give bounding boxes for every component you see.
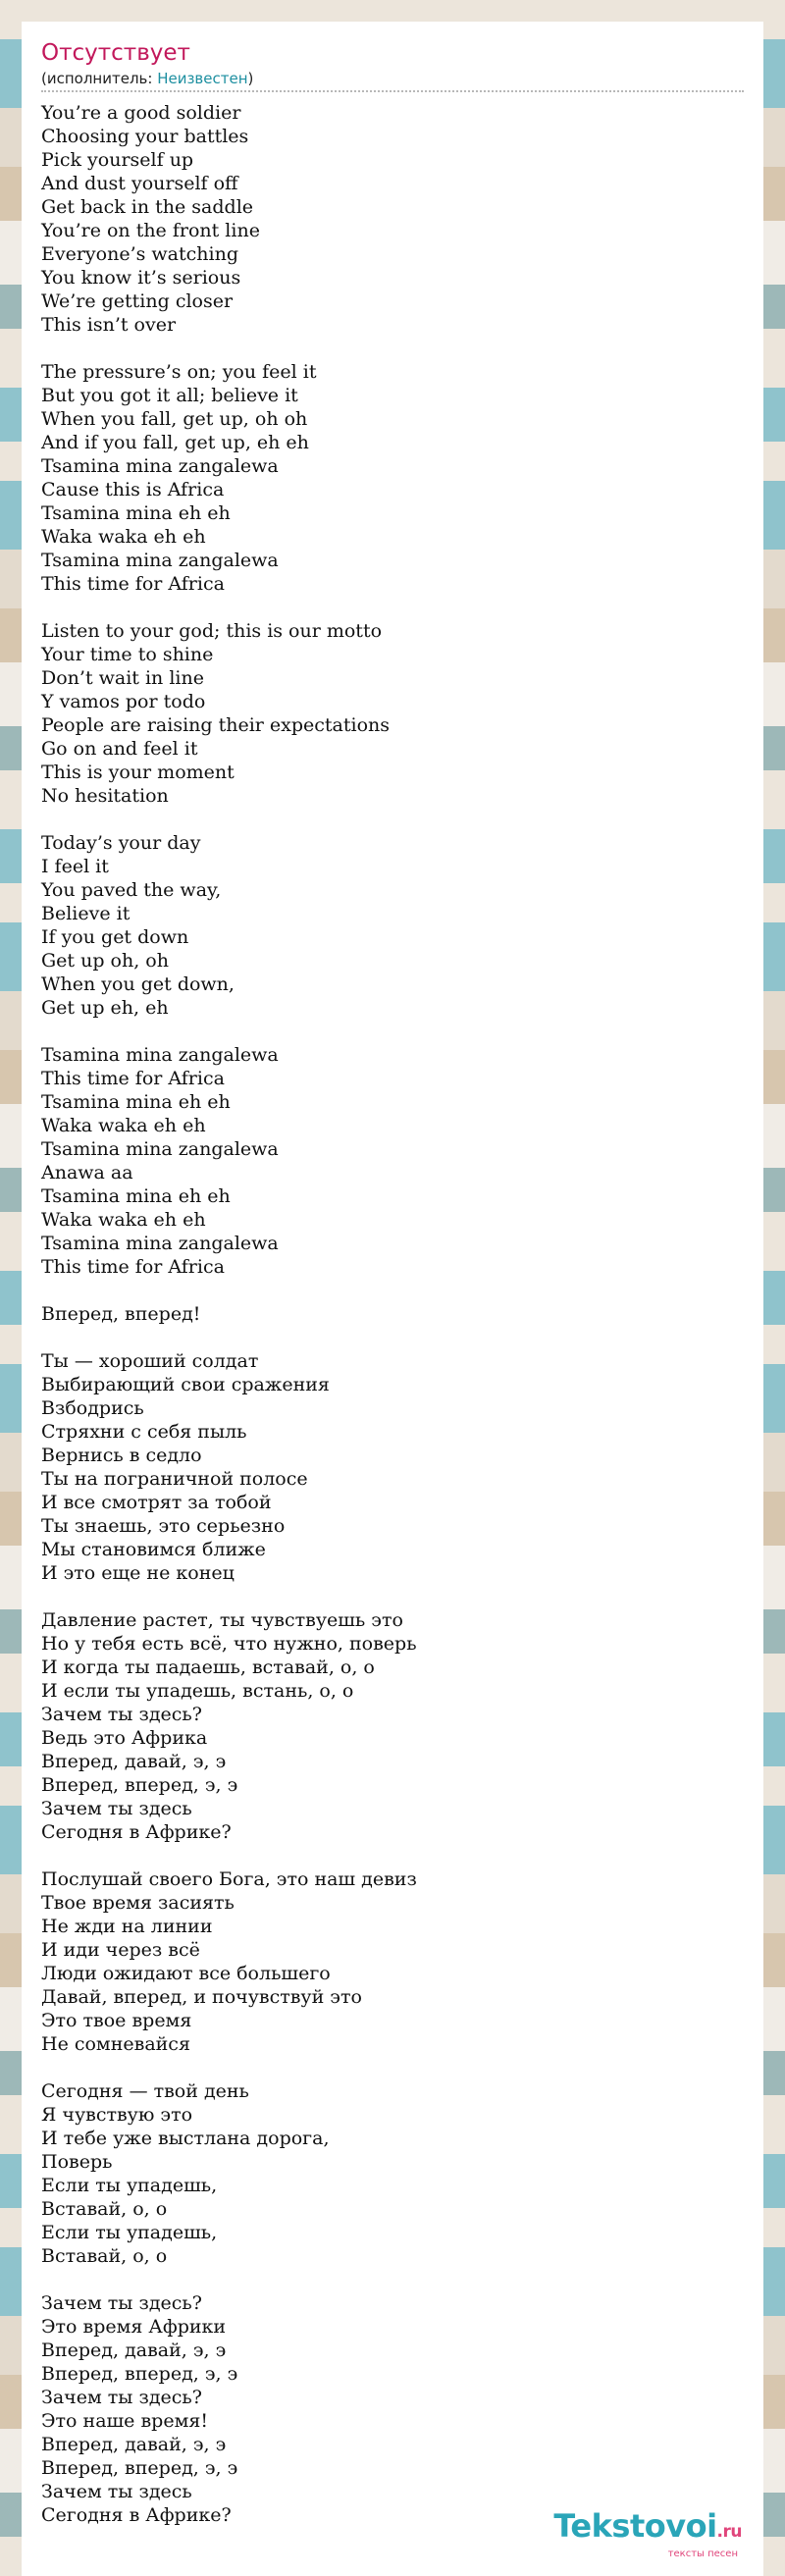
artist-prefix: (исполнитель: <box>41 70 158 87</box>
lyrics-line: Не жди на линии <box>41 1916 213 1937</box>
lyrics-line: People are raising their expectations <box>41 714 391 736</box>
artist-line <box>41 69 744 88</box>
lyrics-line: Ты на пограничной полосе <box>41 1468 308 1490</box>
lyrics-line: Pick yourself up <box>41 149 194 171</box>
lyrics-line: Если ты упадешь, <box>41 2175 218 2196</box>
lyrics-stanza <box>41 1302 744 1326</box>
lyrics-line: Believe it <box>41 903 131 924</box>
lyrics-line: Tsamina mina zangalewa <box>41 1138 279 1160</box>
lyrics-stanza <box>41 2079 744 2268</box>
lyrics-line: Вперед, вперед, э, э <box>41 2363 238 2385</box>
lyrics-line: Вперед, вперед, э, э <box>41 1774 238 1796</box>
lyrics-line: Tsamina mina zangalewa <box>41 455 279 477</box>
lyrics-stanza <box>41 1349 744 1585</box>
lyrics-line: Взбодрись <box>41 1397 144 1419</box>
lyrics-line: Get back in the saddle <box>41 196 254 218</box>
lyrics-line: I feel it <box>41 856 109 877</box>
lyrics-line: Everyone’s watching <box>41 243 238 265</box>
lyrics-line: Я чувствую это <box>41 2104 193 2126</box>
lyrics-line: Waka waka eh eh <box>41 1209 206 1231</box>
lyrics-line: Стряхни с себя пыль <box>41 1421 247 1443</box>
lyrics-line: Tsamina mina eh eh <box>41 502 231 524</box>
lyrics-line: Anawa aa <box>41 1162 133 1183</box>
lyrics-line: Зачем ты здесь? <box>41 2387 202 2408</box>
lyrics-line: Давление растет, ты чувствуешь это <box>41 1609 403 1631</box>
lyrics-line: Your time to shine <box>41 644 214 665</box>
lyrics-stanza <box>41 619 744 808</box>
lyrics-line: Today’s your day <box>41 832 201 854</box>
lyrics-line: Сегодня — твой день <box>41 2080 249 2102</box>
logo-tld: .ru <box>716 2522 742 2542</box>
lyrics-line: Tsamina mina zangalewa <box>41 1044 279 1066</box>
lyrics-line: Сегодня в Африке? <box>41 1821 232 1843</box>
lyrics-line: Вставай, о, о <box>41 2198 168 2220</box>
lyrics-line: You’re a good soldier <box>41 102 241 124</box>
lyrics-line: Вперед, давай, э, э <box>41 2434 227 2455</box>
lyrics-line: Поверь <box>41 2151 113 2173</box>
lyrics-line: И все смотрят за тобой <box>41 1492 272 1513</box>
lyrics-line: Вперед, давай, э, э <box>41 1751 227 1772</box>
lyrics-line: Мы становимся ближе <box>41 1539 266 1560</box>
artist-link[interactable]: Неизвестен <box>157 70 248 87</box>
header-divider <box>41 90 744 92</box>
logo-tagline: тексты песен <box>667 2549 738 2559</box>
lyrics-line: И тебе уже выстлана дорога, <box>41 2128 330 2149</box>
lyrics-line: Вперед, вперед! <box>41 1303 201 1325</box>
lyrics-line: Люди ожидают все большего <box>41 1963 331 1984</box>
lyrics-line: You paved the way, <box>41 879 222 901</box>
lyrics-line: Сегодня в Африке? <box>41 2504 232 2526</box>
lyrics-line: Waka waka eh eh <box>41 1115 206 1136</box>
lyrics-line: Послушай своего Бога, это наш девиз <box>41 1868 417 1890</box>
lyrics-line: No hesitation <box>41 785 169 807</box>
lyrics-line: Твое время засиять <box>41 1892 235 1914</box>
lyrics-line: You know it’s serious <box>41 267 241 289</box>
lyrics-line: Это время Африки <box>41 2316 227 2338</box>
lyrics-line: Давай, вперед, и почувствуй это <box>41 1986 362 2008</box>
lyrics-line: Go on and feel it <box>41 738 198 760</box>
lyrics-line: Но у тебя есть всё, что нужно, поверь <box>41 1633 417 1655</box>
lyrics-line: И если ты упадешь, встань, о, о <box>41 1680 354 1702</box>
lyrics-line: Вперед, давай, э, э <box>41 2339 227 2361</box>
lyrics-stanza <box>41 1867 744 2056</box>
lyrics-line: This isn’t over <box>41 314 177 336</box>
lyrics-line: Get up eh, eh <box>41 997 169 1019</box>
lyrics-line: И иди через всё <box>41 1939 200 1961</box>
lyrics-stanza <box>41 1608 744 1844</box>
lyrics-line: The pressure’s on; you feel it <box>41 361 317 383</box>
lyrics-line: И когда ты падаешь, вставай, о, о <box>41 1656 375 1678</box>
lyrics-line: When you get down, <box>41 973 235 995</box>
lyrics-line: We’re getting closer <box>41 290 234 312</box>
lyrics-line: Cause this is Africa <box>41 479 225 500</box>
lyrics-line: This is your moment <box>41 762 235 783</box>
lyrics-line: Не сомневайся <box>41 2033 190 2055</box>
logo-wordmark <box>553 2509 742 2549</box>
lyrics-line: And if you fall, get up, eh eh <box>41 432 309 453</box>
logo-name: Tekstovoi <box>553 2507 717 2545</box>
lyrics-stanza <box>41 101 744 337</box>
lyrics-line: When you fall, get up, oh oh <box>41 408 308 430</box>
lyrics-line: Вернись в седло <box>41 1445 202 1466</box>
lyrics-stanza <box>41 1043 744 1279</box>
artist-suffix: ) <box>247 70 254 87</box>
lyrics-line: This time for Africa <box>41 1256 225 1278</box>
lyrics-line: Y vamos por todo <box>41 691 206 712</box>
lyrics-text <box>41 101 744 2550</box>
lyrics-line: Если ты упадешь, <box>41 2222 218 2243</box>
lyrics-line: Tsamina mina zangalewa <box>41 1233 279 1254</box>
lyrics-line: Зачем ты здесь <box>41 1798 192 1819</box>
lyrics-line: Ты — хороший солдат <box>41 1350 259 1372</box>
lyrics-line: Выбирающий свои сражения <box>41 1374 330 1395</box>
lyrics-line: Зачем ты здесь <box>41 2481 192 2502</box>
lyrics-line: Tsamina mina eh eh <box>41 1185 231 1207</box>
lyrics-line: Зачем ты здесь? <box>41 1704 202 1725</box>
lyrics-line: Это наше время! <box>41 2410 208 2432</box>
lyrics-line: Зачем ты здесь? <box>41 2292 202 2314</box>
site-logo[interactable] <box>553 2509 742 2560</box>
lyrics-line: Tsamina mina zangalewa <box>41 550 279 571</box>
lyrics-line: Choosing your battles <box>41 126 249 147</box>
lyrics-line: This time for Africa <box>41 1068 225 1089</box>
lyrics-line: Вперед, вперед, э, э <box>41 2457 238 2479</box>
lyrics-line: And dust yourself off <box>41 173 238 194</box>
lyrics-line: Ты знаешь, это серьезно <box>41 1515 286 1537</box>
lyrics-line: You’re on the front line <box>41 220 260 241</box>
lyrics-stanza <box>41 2291 744 2527</box>
song-header <box>41 39 744 92</box>
lyrics-line: И это еще не конец <box>41 1562 235 1584</box>
lyrics-line: Waka waka eh eh <box>41 526 206 548</box>
lyrics-line: Вставай, о, о <box>41 2245 168 2267</box>
lyrics-stanza <box>41 360 744 596</box>
lyrics-line: But you got it all; believe it <box>41 385 298 406</box>
lyrics-panel <box>22 22 763 2576</box>
lyrics-line: Ведь это Африка <box>41 1727 208 1749</box>
lyrics-line: If you get down <box>41 926 189 948</box>
lyrics-line: Это твое время <box>41 2010 192 2031</box>
song-title: Отсутствует <box>41 40 190 66</box>
lyrics-line: Tsamina mina eh eh <box>41 1091 231 1113</box>
lyrics-line: Get up oh, oh <box>41 950 169 972</box>
lyrics-stanza <box>41 831 744 1020</box>
lyrics-line: This time for Africa <box>41 573 225 595</box>
lyrics-line: Listen to your god; this is our motto <box>41 620 383 642</box>
lyrics-line: Don’t wait in line <box>41 667 204 689</box>
